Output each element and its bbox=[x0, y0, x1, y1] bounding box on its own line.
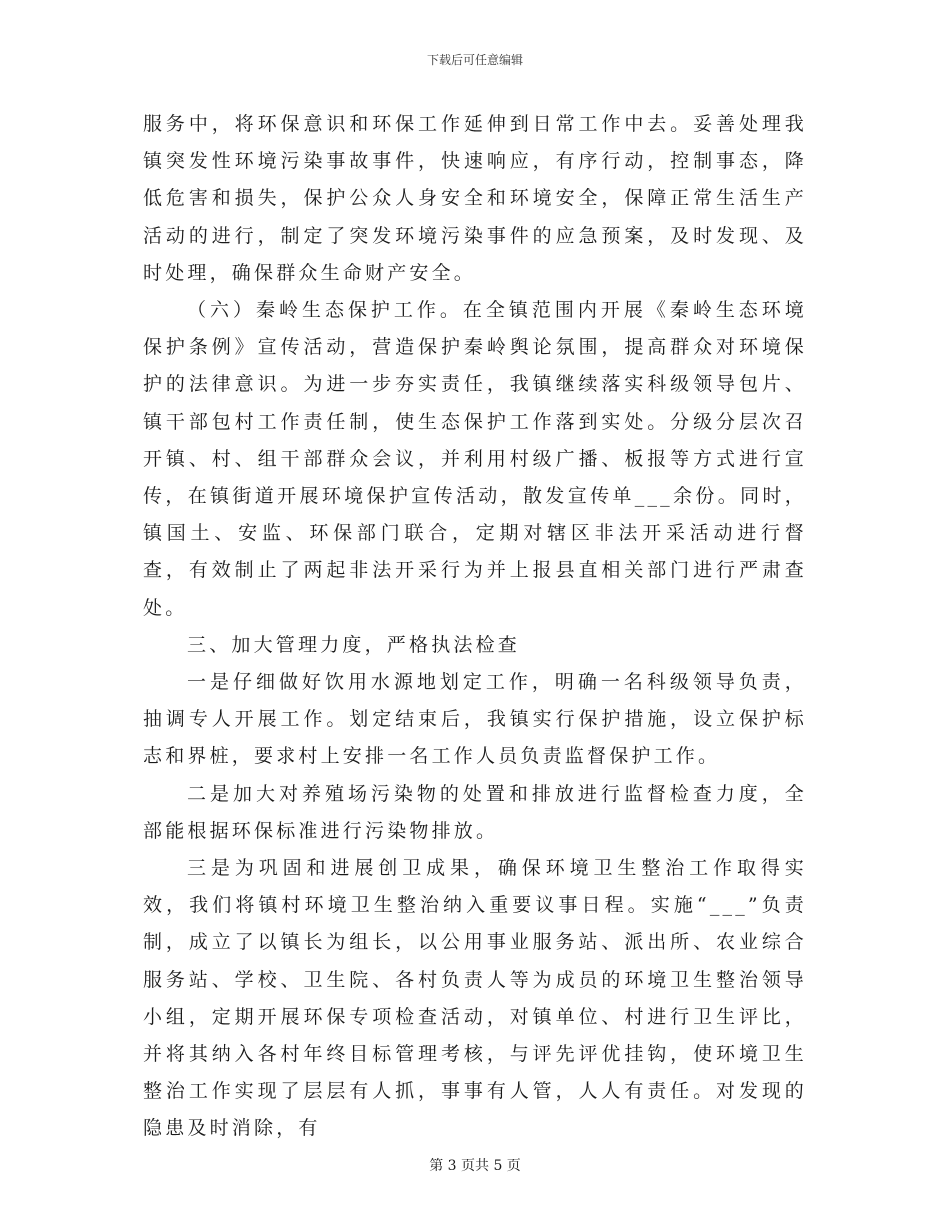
paragraph-water-source: 一是仔细做好饮用水源地划定工作，明确一名科级领导负责，抽调专人开展工作。划定结束后，我镇实行保护措施，设立保护标志和界桩，要求村上安排一名工作人员负责监督保护工作。 bbox=[143, 671, 807, 768]
paragraph-env-emergency: 服务中，将环保意识和环保工作延伸到日常工作中去。妥善处理我镇突发性环境污染事故事件，快速响应，有序行动，控制事态，降低危害和损失，保护公众人身安全和环境安全，保障正常生活生产活动的进行，制定了突发环境污染事件的应急预案，及时发现、及时处理，确保群众生命财产安全。 bbox=[143, 113, 807, 284]
paragraph-qinling-protection: （六）秦岭生态保护工作。在全镇范围内开展《秦岭生态环境保护条例》宣传活动，营造保护秦岭舆论氛围，提高群众对环境保护的法律意识。为进一步夯实责任，我镇继续落实科级领导包片、镇干部包村工作责任制，使生态保护工作落到实处。分级分层次召开镇、村、组干部群众会议，并利用村级广播、板报等方式进行宣传，在镇街道开展环境保护宣传活动，散发宣传单___余份。同时，镇国土、安监、环保部门联合，定期对辖区非法开采活动进行督查，有效制止了两起非法开采行为并上报县直相关部门进行严肃查处。 bbox=[143, 299, 807, 619]
paragraph-sanitation: 三是为巩固和进展创卫成果，确保环境卫生整治工作取得实效，我们将镇村环境卫生整治纳入重要议事日程。实施“___”负责制，成立了以镇长为组长，以公用事业服务站、派出所、农业综合服务站、学校、卫生院、各村负责人等为成员的环境卫生整治领导小组，定期开展环保专项检查活动，对镇单位、村进行卫生评比，并将其纳入各村年终目标管理考核，与评先评优挂钩，使环境卫生整治工作实现了层层有人抓，事事有人管，人人有责任。对发现的隐患及时消除，有 bbox=[143, 857, 807, 1140]
page-footer: 第 3 页共 5 页 bbox=[429, 1158, 521, 1174]
document-body bbox=[143, 106, 807, 1148]
page-header: 下载后可任意编辑 bbox=[426, 53, 523, 67]
section-heading-management: 三、加大管理力度，严格执法检查 bbox=[187, 633, 521, 656]
paragraph-livestock-pollution: 二是加大对养殖场污染物的处置和排放进行监督检查力度，全部能根据环保标准进行污染物排放。 bbox=[143, 782, 807, 842]
